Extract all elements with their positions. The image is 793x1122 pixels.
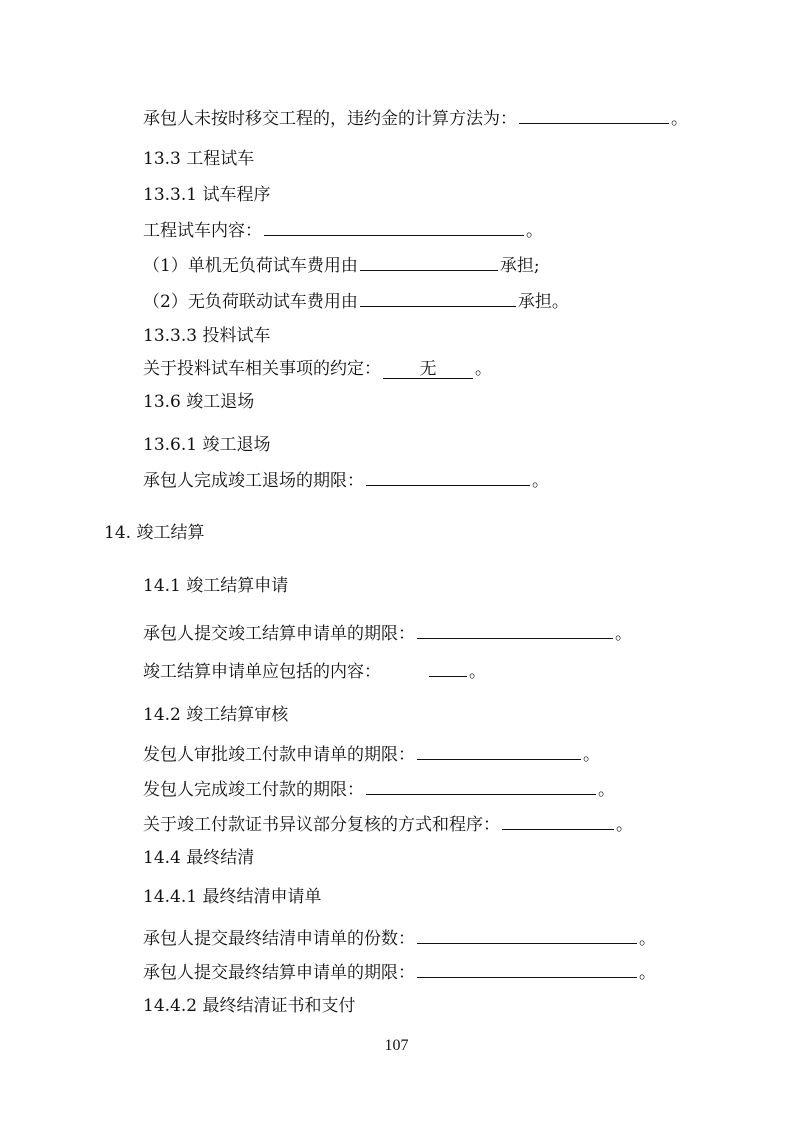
line-final-application-copies: 承包人提交最终结清申请单的份数： 。 (143, 926, 656, 951)
page-number: 107 (384, 1037, 409, 1054)
blank-field[interactable] (366, 468, 530, 486)
line-exit-deadline: 承包人完成竣工退场的期限： 。 (143, 468, 549, 493)
section-heading: 14.2 竣工结算审核 (143, 705, 289, 725)
subsection-heading: 13.3.3 投料试车 (143, 326, 271, 346)
blank-field[interactable] (360, 289, 516, 307)
line-trial-content: 工程试车内容： 。 (143, 218, 543, 243)
blank-field[interactable] (417, 960, 637, 978)
blank-field[interactable] (519, 106, 669, 124)
line-settlement-application-content: 竣工结算申请单应包括的内容： 。 (143, 659, 486, 684)
chapter-heading: 14. 竣工结算 (104, 523, 205, 543)
subsection-heading: 14.4.2 最终结清证书和支付 (143, 996, 356, 1016)
line-settlement-application-deadline: 承包人提交竣工结算申请单的期限： 。 (143, 621, 632, 646)
subsection-heading: 13.6.1 竣工退场 (143, 435, 271, 455)
subsection-heading: 13.3.1 试车程序 (143, 185, 271, 205)
section-heading: 13.6 竣工退场 (143, 392, 255, 412)
line-final-application-deadline: 承包人提交最终结算申请单的期限： 。 (143, 960, 656, 985)
line-feed-trial-agreement: 关于投料试车相关事项的约定： 无 。 (143, 359, 492, 379)
blank-field[interactable] (366, 777, 596, 795)
line-approval-deadline: 发包人审批竣工付款申请单的期限： 。 (143, 742, 600, 767)
subsection-heading: 14.4.1 最终结清申请单 (143, 887, 322, 907)
blank-field[interactable] (264, 218, 524, 236)
blank-field-filled[interactable]: 无 (383, 361, 473, 379)
blank-field[interactable] (502, 812, 614, 830)
line-linkage-cost: （2）无负荷联动试车费用由 承担。 (143, 289, 569, 314)
blank-field[interactable] (360, 253, 498, 271)
blank-field[interactable] (429, 659, 467, 677)
section-heading: 14.4 最终结清 (143, 848, 255, 868)
blank-field[interactable] (417, 926, 637, 944)
line-dispute-review: 关于竣工付款证书异议部分复核的方式和程序： 。 (143, 812, 633, 837)
section-heading: 14.1 竣工结算申请 (143, 576, 289, 596)
blank-field[interactable] (417, 742, 581, 760)
line-single-machine-cost: （1）单机无负荷试车费用由 承担; (143, 253, 540, 278)
section-heading: 13.3 工程试车 (143, 149, 255, 169)
line-penalty-calculation: 承包人未按时移交工程的，违约金的计算方法为： 。 (143, 106, 688, 131)
blank-field[interactable] (417, 621, 613, 639)
line-payment-deadline: 发包人完成竣工付款的期限： 。 (143, 777, 615, 802)
